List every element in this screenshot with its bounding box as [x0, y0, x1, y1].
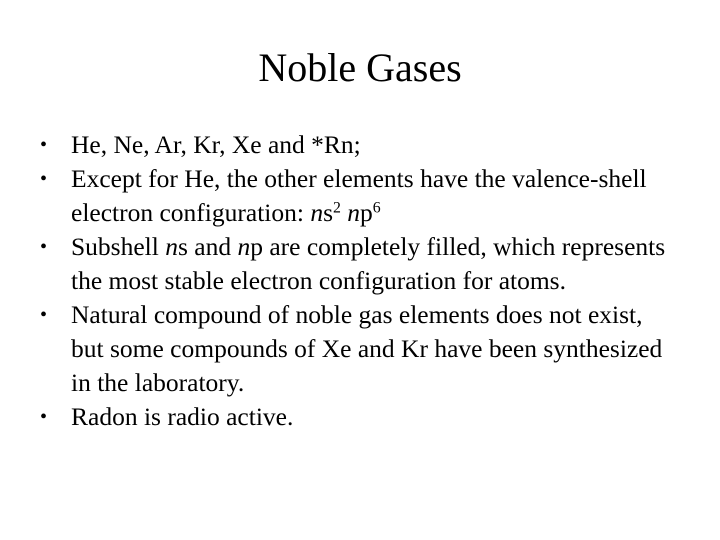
- bullet-icon: •: [40, 236, 48, 258]
- bullet-text: [71, 232, 665, 295]
- bullet-text: Natural compound of noble gas elements does not exist, but some compounds of Xe and Kr have been synthesized in the laboratory.: [71, 300, 663, 397]
- subshell-letter: s: [177, 232, 188, 261]
- subshell-letter: p: [250, 232, 263, 261]
- bullet-icon: •: [40, 304, 48, 326]
- electron-count-superscript: 6: [372, 199, 381, 217]
- bullet-text: [71, 164, 647, 227]
- bullet-text-part: and: [187, 232, 238, 261]
- bullet-item-1: [40, 128, 680, 162]
- quantum-number-n: n: [347, 198, 361, 227]
- bullet-text: Radon is radio active.: [71, 402, 294, 431]
- quantum-number-n: n: [237, 232, 251, 261]
- slide-title: Noble Gases: [258, 45, 462, 90]
- bullet-icon: •: [40, 168, 48, 190]
- bullet-text: He, Ne, Ar, Kr, Xe and *Rn;: [71, 130, 361, 159]
- quantum-number-n: n: [310, 198, 324, 227]
- bullet-text-part: Subshell: [71, 232, 166, 261]
- bullet-list: [40, 128, 680, 434]
- electron-count-superscript: 2: [333, 199, 341, 217]
- bullet-item-2: [40, 162, 680, 230]
- bullet-item-3: [40, 230, 680, 298]
- bullet-icon: •: [40, 134, 48, 156]
- bullet-item-4: [40, 298, 680, 400]
- bullet-text-part: are completely filled, which represents the most stable electron configuration for atoms.: [71, 232, 666, 295]
- subshell-letter: p: [360, 198, 373, 227]
- bullet-icon: •: [40, 406, 48, 428]
- bullet-text-part: Except for He, the other elements have the valence-shell electron configuration:: [71, 164, 647, 227]
- bullet-item-5: [40, 400, 680, 434]
- subshell-letter: s: [323, 198, 334, 227]
- quantum-number-n: n: [165, 232, 178, 261]
